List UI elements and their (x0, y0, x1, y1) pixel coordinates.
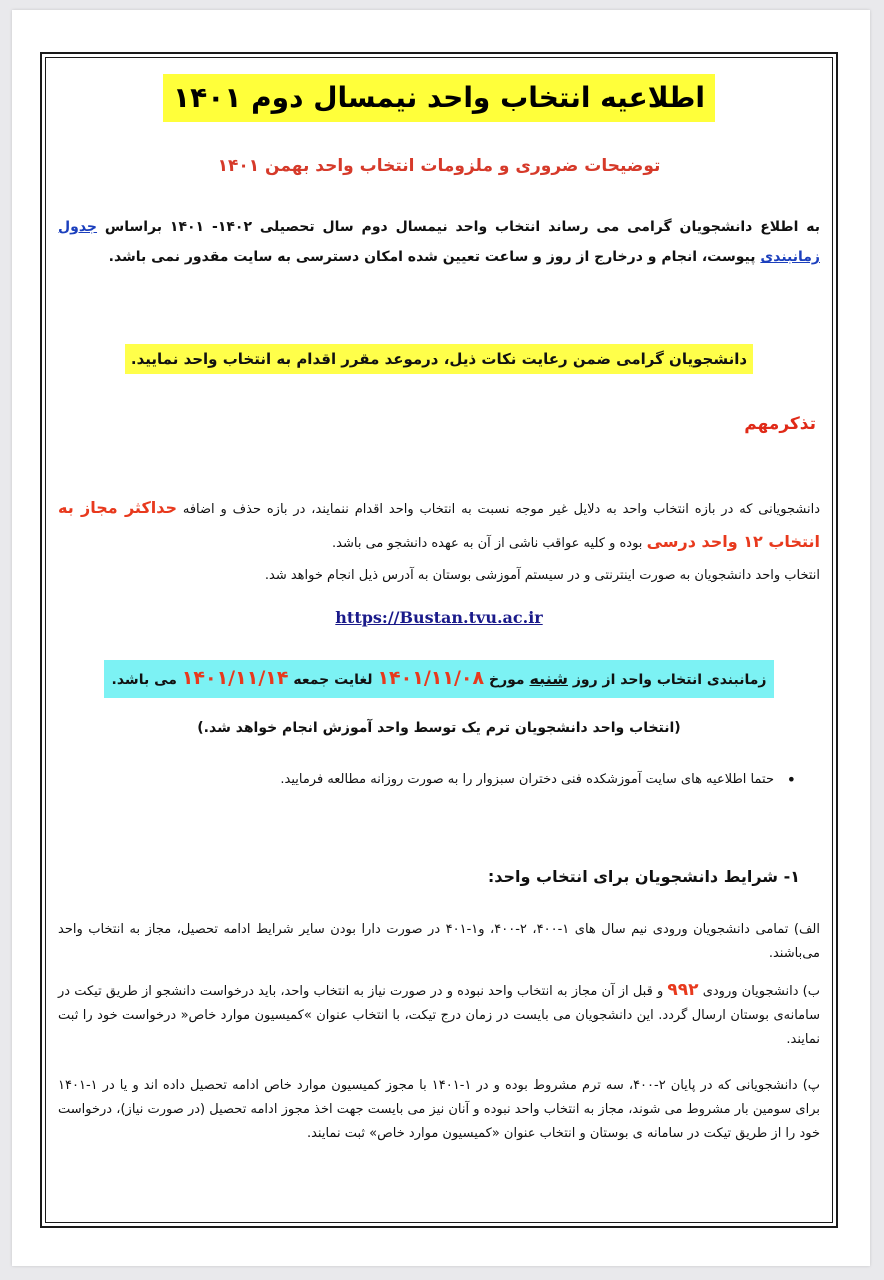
bustan-url-link[interactable]: https://Bustan.tvu.ac.ir (335, 608, 543, 627)
title-container (44, 74, 834, 122)
max-units-highlight: حداکثر مجاز به انتخاب ۱۲ واحد درسی (58, 498, 820, 551)
schedule-start-date: ۱۴۰۱/۱۱/۰۸ (377, 667, 485, 689)
yellow-notice-container (44, 344, 834, 374)
schedule-text-3: لغایت جمعه (293, 672, 373, 688)
item-be-text: و قبل از آن مجاز به انتخاب واحد نبوده و در صورت نیاز به انتخاب واحد، باید درخواست دانشجو از طریق تیکت در سامانه‌ی بوستان ارسال گردد. این دانشجویان می بایست در زمان درج تیکت، با انتخاب عنوان »کمیسیون موارد خاص« درخواست خود را ثبت نمایند. (58, 984, 820, 1047)
schedule-end-date: ۱۴۰۱/۱۱/۱۴ (181, 667, 289, 689)
important-text-1: دانشجویانی که در بازه انتخاب واحد به دلایل غیر موجه نسبت به انتخاب واحد اقدام ننمایند، در بازه حذف و اضافه (182, 502, 820, 517)
important-text-3: انتخاب واحد دانشجویان به صورت اینترنتی و در سیستم آموزشی بوستان به آدرس ذیل انجام خواهد شد. (264, 568, 820, 583)
important-paragraph (58, 492, 820, 592)
intro-text-after: پیوست، انجام و درخارج از روز و ساعت تعیین شده امکان دسترسی به سایت مقدور نمی باشد. (108, 249, 756, 265)
section-heading: ۱- شرایط دانشجویان برای انتخاب واحد: (487, 867, 800, 886)
intro-text-before: به اطلاع دانشجویان گرامی می رساند انتخاب واحد نیمسال دوم سال تحصیلی ۱۴۰۲- ۱۴۰۱ براساس (104, 219, 821, 235)
important-text-2: بوده و کلیه عواقب ناشی از آن به عهده دانشجو می باشد. (332, 536, 643, 551)
page-title: اطلاعیه انتخاب واحد نیمسال دوم ۱۴۰۱ (163, 74, 715, 122)
yellow-notice: دانشجویان گرامی ضمن رعایت نکات ذیل، درموعد مقرر اقدام به انتخاب واحد نمایید. (125, 344, 753, 374)
condition-item-pe: پ) دانشجویانی که در پایان ۲-۴۰۰، سه ترم مشروط بوده و در ۱-۱۴۰۱ با مجوز کمیسیون موارد خاص ادامه تحصیل داده اند و یا در ۱-۱۴۰۱ برای سومین بار مشروط می شوند، مجاز به انتخاب واحد نبوده و آنان نیز می بایست جهت اخذ مجوز ادامه تحصیل (در صورت نیاز)، درخواست خود را از طریق تیکت در سامانه ی بوستان و انتخاب عنوان «کمیسیون موارد خاص» ثبت نمایند. (58, 1078, 820, 1141)
condition-item-be (58, 978, 820, 1052)
schedule-day: شنبه (529, 669, 568, 688)
schedule-text-1: زمانبندی انتخاب واحد از روز (572, 672, 767, 688)
bustan-url-container (44, 608, 834, 627)
schedule-notice (104, 660, 775, 698)
intro-paragraph (58, 212, 820, 272)
page-subtitle: توضیحات ضروری و ملزومات انتخاب واحد بهمن ۱۴۰۱ (217, 156, 661, 176)
schedule-text-2: مورخ (488, 672, 525, 688)
reminder-heading: تذکرمهم (744, 414, 816, 434)
schedule-table-link[interactable]: جدول زمانبندی (58, 219, 820, 265)
item-be-prefix: ب) دانشجویان ورودی (702, 984, 820, 999)
schedule-text-4: می باشد. (111, 672, 177, 688)
first-term-note: (انتخاب واحد دانشجویان ترم یک توسط واحد آموزش انجام خواهد شد.) (197, 720, 681, 736)
schedule-notice-container (44, 660, 834, 698)
item-be-number: ۹۹۲ (667, 980, 699, 1000)
condition-item-alef: الف) تمامی دانشجویان ورودی نیم سال های ۱-۴۰۰، ۲-۴۰۰، و۱-۴۰۱ در صورت دارا بودن سایر شرایط ادامه تحصیل، مجاز به انتخاب واحد می‌باشند. (58, 922, 820, 961)
bullet-item: • حتما اطلاعیه های سایت آموزشکده فنی دختران سبزوار را به صورت روزانه مطالعه فرمایید. (280, 768, 774, 792)
